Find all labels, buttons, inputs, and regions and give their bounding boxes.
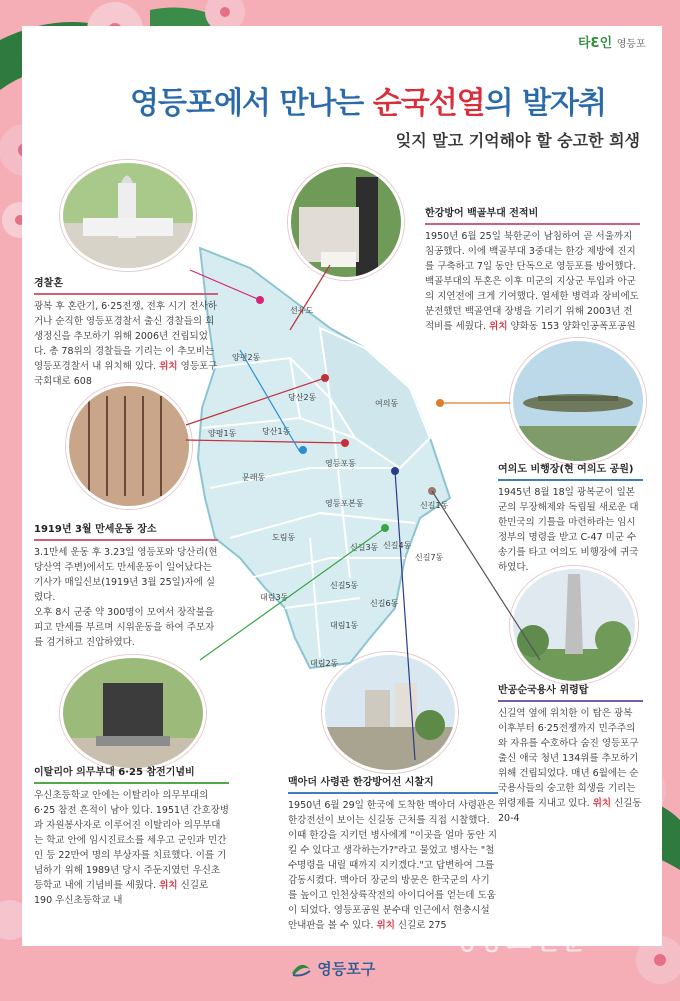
section-macarthur-heading: 맥아더 사령관 한강방어선 시찰지 bbox=[288, 775, 498, 794]
title-part1: 영등포에서 만나는 bbox=[130, 86, 373, 121]
section-baekgol-loc-label: 위치 bbox=[489, 321, 508, 332]
title-part2: 의 발자취 bbox=[484, 86, 607, 121]
title-highlight: 순국선열 bbox=[372, 86, 485, 121]
map-label-dorim: 도림동 bbox=[272, 533, 296, 542]
section-italy-loc: 신길로 190 우신초등학교 내 bbox=[34, 880, 209, 906]
map-label-singil3: 신길3동 bbox=[350, 543, 379, 552]
section-tower-loc: 신길동 20-4 bbox=[498, 798, 642, 824]
map-label-daerim3: 대림3동 bbox=[260, 593, 289, 602]
section-yeouido-body: 1945년 8월 18일 광복군이 일본군의 무장해제와 독립될 새로운 대한민국의 기틀을 마련하라는 임시정부의 명령을 받고 C-47 미군 수송기를 타고 여의도 비행장에 귀국하였다. bbox=[498, 487, 639, 573]
page-subtitle: 잊지 말고 기억해야 할 숭고한 희생 bbox=[395, 131, 640, 150]
section-police bbox=[34, 276, 218, 389]
map-label-yeongdeungpo-bon: 영등포본동 bbox=[325, 499, 364, 508]
section-macarthur-loc-label: 위치 bbox=[376, 920, 395, 931]
section-manse-body2: 오후 8시 군중 약 300명이 모여서 장작불을 피고 만세를 부르며 시위운동을 하여 주모자를 검거하고 진압하였다. bbox=[34, 607, 215, 648]
section-yeouido bbox=[498, 462, 643, 575]
map-label-dangsan1: 당산1동 bbox=[262, 427, 291, 436]
map-label-singil1: 신길1동 bbox=[420, 501, 449, 510]
section-police-loc-label: 위치 bbox=[159, 361, 178, 372]
map-label-singil4: 신길4동 bbox=[383, 541, 412, 550]
section-police-heading: 경찰혼 bbox=[34, 276, 218, 295]
section-italy-heading: 이탈리아 의무부대 6·25 참전기념비 bbox=[34, 765, 229, 784]
section-baekgol-loc: 양화동 153 양화인공폭포공원 bbox=[510, 321, 636, 332]
section-tower-heading: 반공순국용사 위령탑 bbox=[498, 683, 643, 702]
section-police-body: 광복 후 혼란기, 6·25전쟁, 전후 시기 전사하거나 순직한 영등포경찰서 출신 경찰들의 희생정신을 추모하기 위해 2006년 건립되었다. 총 78위의 경찰들을 기리는 이 추모비는 영등포경찰서 내 위치해 있다. bbox=[34, 301, 217, 372]
section-macarthur-body: 1950년 6월 29일 한국에 도착한 맥아더 사령관은 한강전선이 보이는 신길동 근처를 직접 시찰했다. 이때 한강을 지키던 병사에게 "이곳을 얼마 동안 지킬 수 있다고 생각하는가?"라고 물었고 병사는 "철수명령을 내릴 때까지 지키겠다."고 답변하여 그를 감동시켰다. 맥아더 장군의 방문은 한국군의 사기를 높이고 인천상륙작전의 아이디어를 얻는데 도움이 되었다. 영등포공원 분수대 인근에서 현충시설 안내판을 볼 수 있다. bbox=[288, 800, 498, 931]
yeongdeungpo-gu-logo bbox=[290, 958, 375, 979]
section-yeouido-heading: 여의도 비행장(현 여의도 공원) bbox=[498, 462, 643, 481]
map-label-dangsan2: 당산2동 bbox=[288, 393, 317, 402]
map-label-singil6: 신길6동 bbox=[370, 599, 399, 608]
section-italy-body: 우신초등학교 안에는 이탈리아 의무부대의 6·25 참전 흔적이 남아 있다. 1951년 간호장병과 자원봉사자로 이루어진 이탈리아 의무부대는 학교 안에 임시진료소를 세우고 군인과 민간인 등 22만여 명의 부상자를 치료했다. 이를 기념하기 위해 1989년 당시 주둔지였던 우신초등학교 내에 기념비를 세웠다. bbox=[34, 790, 229, 891]
footer-logo-text: 영등포구 bbox=[317, 960, 376, 978]
section-italy-loc-label: 위치 bbox=[159, 880, 178, 891]
map-label-yangpyeong1: 양평1동 bbox=[208, 429, 237, 438]
section-manse bbox=[34, 522, 218, 650]
section-macarthur-loc: 신길로 275 bbox=[397, 920, 447, 931]
map-label-singil5: 신길5동 bbox=[330, 581, 359, 590]
section-baekgol-body: 1950년 6월 25일 북한군이 남침하여 곧 서울까지 침공했다. 이에 백골부대 3중대는 한강 제방에 진지를 구축하고 7일 동안 단독으로 영등포를 방어했다. 백골부대의 투혼은 이후 미군의 지상군 투입과 아군의 지연전에 크게 기여했다. 열세한 병력과 장비에도 분전했던 백골연대 장병을 기리기 위해 2003년 전적비를 세웠다. bbox=[425, 231, 639, 332]
map-label-seonyudo: 선유도 bbox=[290, 306, 314, 315]
logo-main: 타Ɛ인 bbox=[578, 36, 613, 51]
watermark: 영등포신문 bbox=[452, 926, 588, 956]
map-label-yeongdeungpo: 영등포동 bbox=[325, 459, 356, 468]
section-italy bbox=[34, 765, 229, 908]
section-macarthur bbox=[288, 775, 498, 933]
section-manse-heading: 1919년 3월 만세운동 장소 bbox=[34, 522, 218, 541]
section-police-loc: 영등포구 국회대로 608 bbox=[34, 361, 218, 387]
section-baekgol bbox=[425, 206, 640, 334]
section-tower-loc-label: 위치 bbox=[592, 798, 612, 809]
map-label-yeoui: 여의동 bbox=[375, 399, 399, 408]
logo-sub: 영등포 bbox=[616, 39, 646, 50]
map-label-daerim2: 대림2동 bbox=[310, 659, 339, 668]
map-label-singil7: 신길7동 bbox=[415, 553, 444, 562]
section-manse-body1: 3.1만세 운동 후 3.23일 영등포와 당산리(현당산역 주변)에서도 만세운동이 일어났다는 기사가 매일신보(1919년 3월 25일)자에 실렸다. bbox=[34, 547, 218, 603]
section-tower bbox=[498, 683, 643, 826]
map-label-daerim1: 대림1동 bbox=[330, 621, 359, 630]
map-label-yangpyeong2: 양평2동 bbox=[232, 353, 261, 362]
map-label-mullae: 문래동 bbox=[242, 473, 266, 482]
section-tower-body: 신길역 옆에 위치한 이 탑은 광복 이후부터 6·25전쟁까지 민주주의와 자유를 수호하다 숨진 영등포구 출신 애국 청년 134위를 추모하기 위해 건립되었다. 매년 6월에는 순국용사들의 숭고한 희생을 기리는 위령제를 지내고 있다. bbox=[498, 708, 639, 809]
district-emblem-icon bbox=[290, 959, 312, 977]
section-baekgol-heading: 한강방어 백골부대 전적비 bbox=[425, 206, 640, 225]
